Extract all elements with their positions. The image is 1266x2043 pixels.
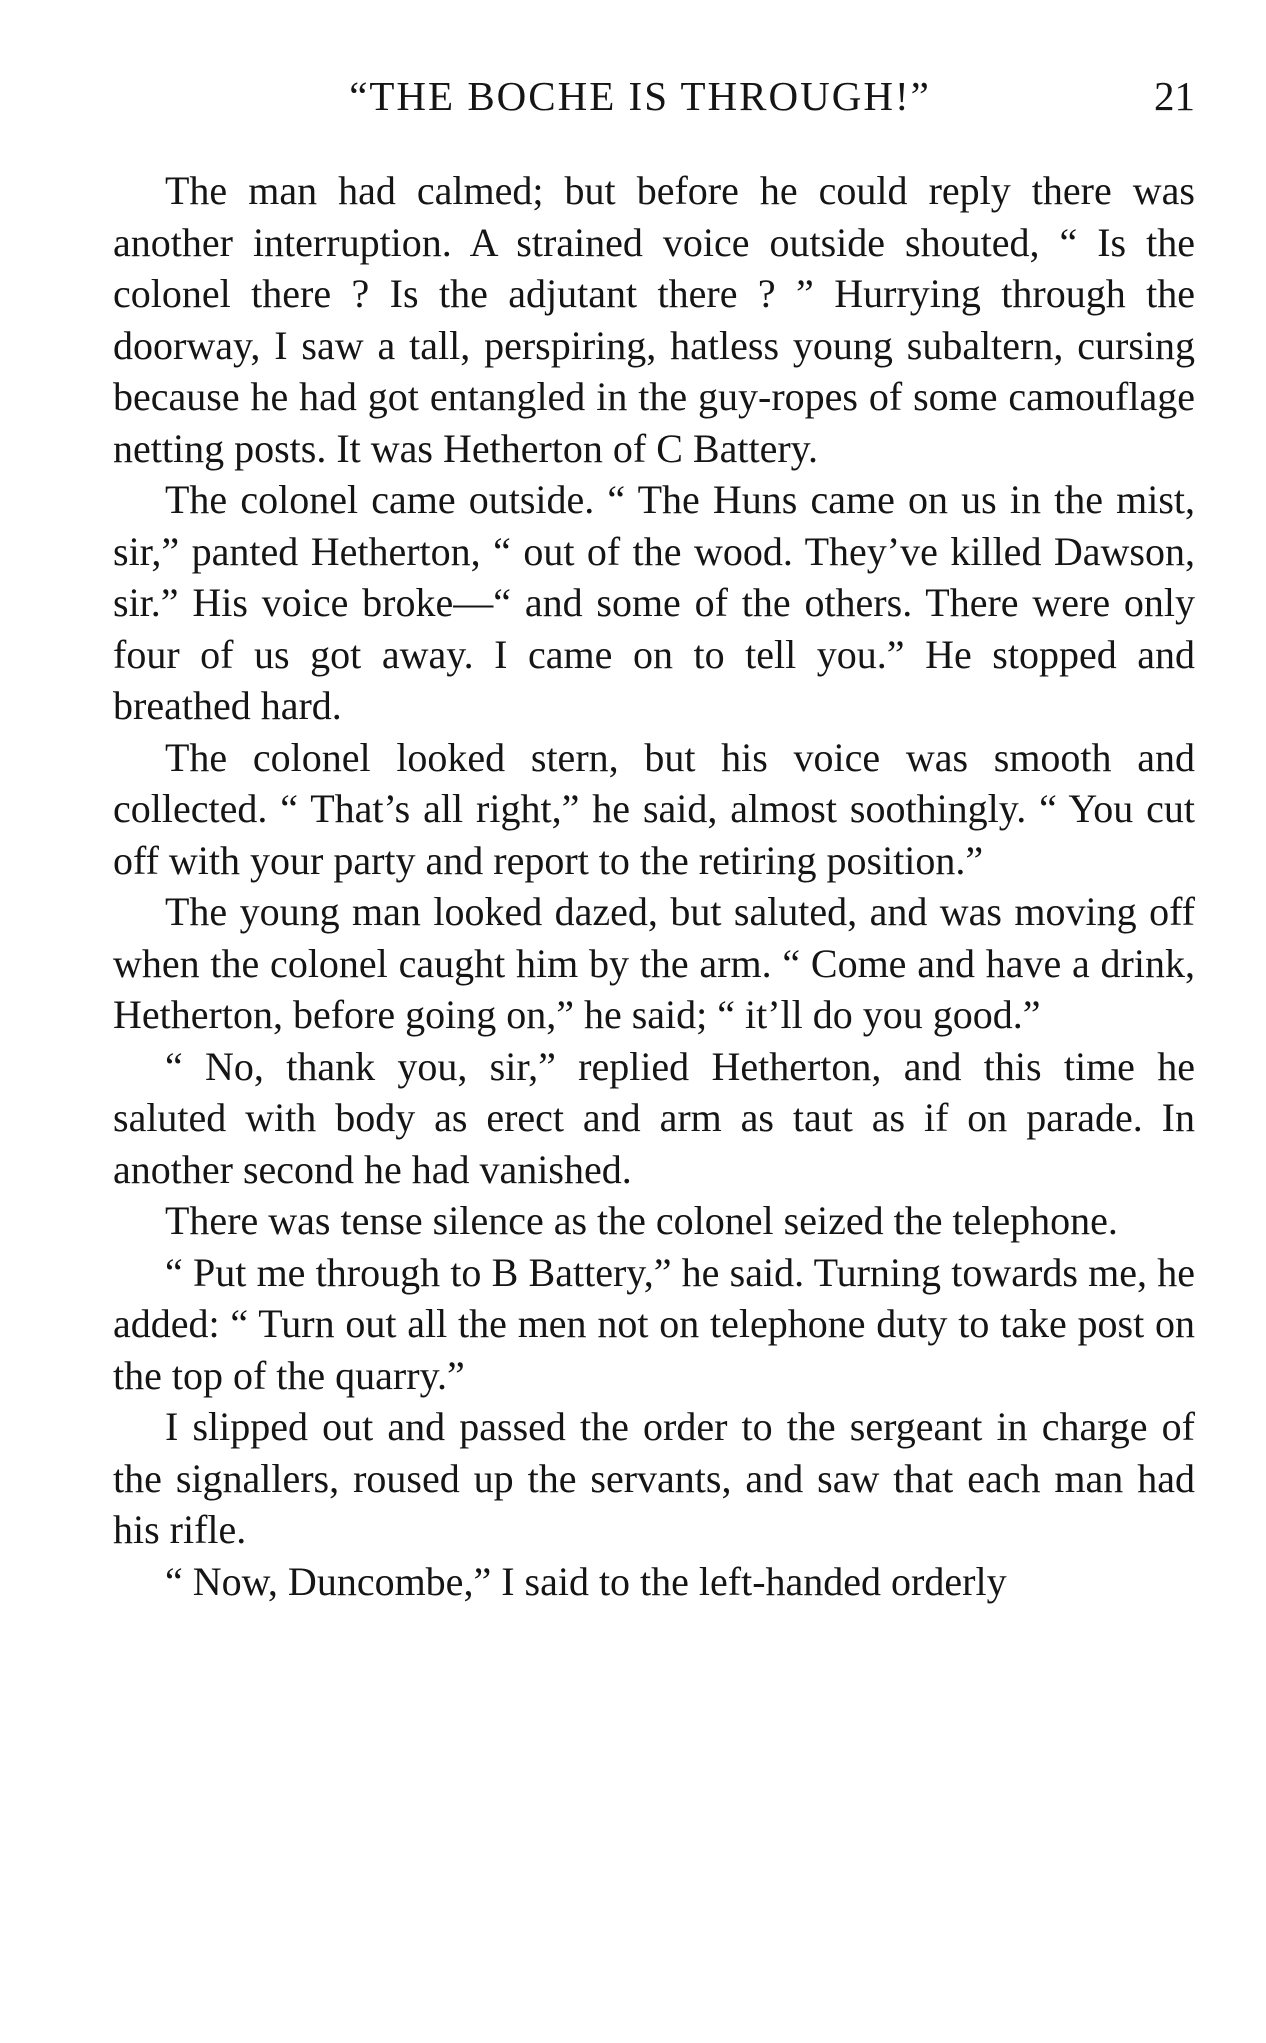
paragraph-8: I slipped out and passed the order to the sergeant in charge of the signallers, roused up the servants, and saw that each man had his rifle. — [113, 1404, 1195, 1552]
paragraph-5: “ No, thank you, sir,” replied Hetherton, and this time he saluted with body as erect and arm as taut as if on parade. In another second he had vanished. — [113, 1043, 1195, 1192]
paragraph-7: “ Put me through to B Battery,” he said. Turning towards me, he added: “ Turn out all the men not on telephone duty to take post on the top of the quarry.” — [113, 1249, 1195, 1398]
paragraph-1: The man had calmed; but before he could reply there was another interruption. A strained voice outside shouted, “ Is the colonel there ? Is the adjutant there ? ” Hurrying through the doorway, I saw a tall, perspiring, hatless young subaltern, cursing because he had got entangled in the guy-ropes of some camouflage netting posts. It was Hetherton of C Battery. — [113, 168, 1195, 471]
running-title: “THE BOCHE IS THROUGH!” — [349, 73, 931, 119]
paragraph-2: The colonel came outside. “ The Huns came on us in the mist, sir,” panted Hetherton, “ out of the wood. They’ve killed Dawson, sir.” His voice broke—“ and some of the others. There were only four of us got away. I came on to tell you.” He stopped and breathed hard. — [113, 477, 1195, 728]
page-header — [113, 68, 1195, 124]
paragraph-9: “ Now, Duncombe,” I said to the left-handed orderly — [165, 1558, 1007, 1604]
paragraph-3: The colonel looked stern, but his voice was smooth and collected. “ That’s all right,” he said, almost soothingly. “ You cut off with your party and report to the retiring position.” — [113, 734, 1195, 883]
body-text — [113, 165, 1195, 1607]
page-number: 21 — [1154, 73, 1195, 119]
paragraph-6: There was tense silence as the colonel seized the telephone. — [165, 1198, 1118, 1243]
paragraph-4: The young man looked dazed, but saluted, and was moving off when the colonel caught him by the arm. “ Come and have a drink, Hetherton, before going on,” he said; “ it’ll do you good.” — [113, 889, 1195, 1037]
